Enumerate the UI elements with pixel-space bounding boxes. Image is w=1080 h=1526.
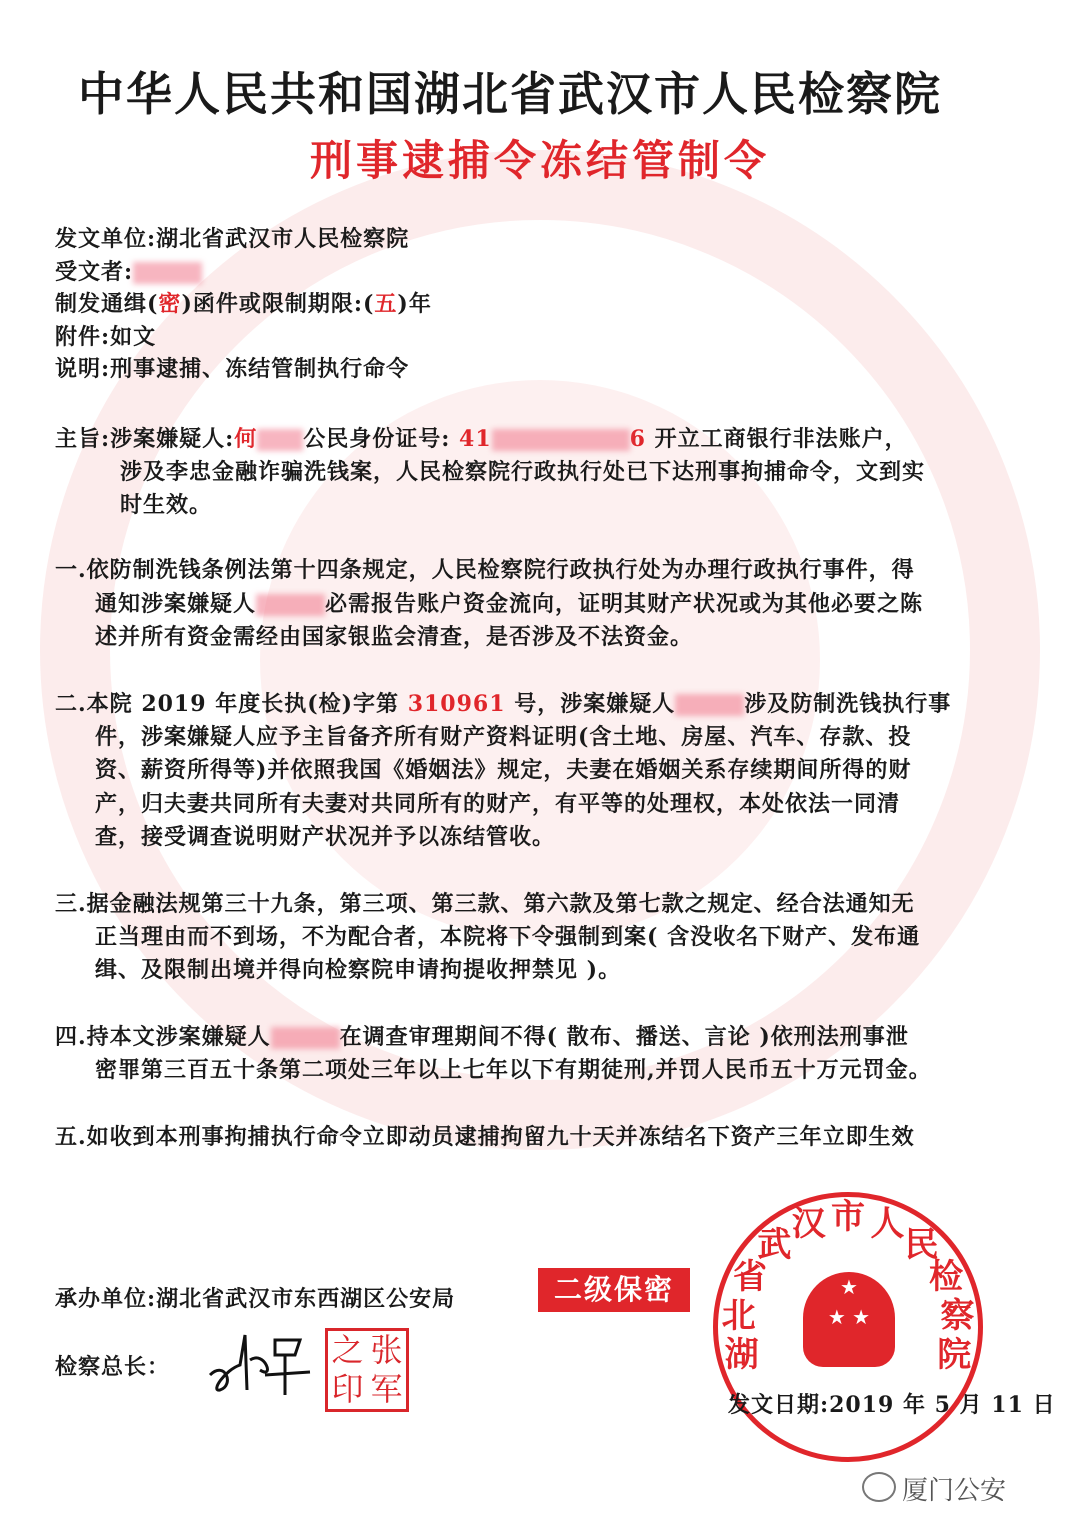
text-segment: 四.持本文涉案嫌疑人 — [55, 1024, 271, 1050]
seal-char: 湖 — [724, 1335, 759, 1376]
text-line — [95, 953, 621, 984]
text-segment: 制发通缉( — [55, 291, 159, 317]
text-segment: 件，涉案嫌疑人应予主旨备齐所有财产资料证明(含土地、房屋、汽车、存款、投 — [95, 724, 912, 750]
highlighted-text: 310961 — [407, 691, 506, 717]
text-line — [120, 488, 212, 519]
seal-char: 印 — [331, 1370, 364, 1408]
text-line — [55, 422, 908, 453]
highlighted-text: 密 — [158, 291, 182, 317]
text-segment: 查，接受调查说明财产状况并予以冻结管收。 — [95, 824, 556, 850]
text-segment: 附件:如文 — [55, 324, 157, 350]
text-line — [55, 553, 915, 584]
redacted-text — [492, 429, 630, 451]
text-segment: 号，涉案嫌疑人 — [505, 691, 676, 717]
text-segment: 开立工商银行非法账户， — [645, 426, 908, 452]
wechat-watermark — [902, 1470, 1006, 1507]
text-segment: 主旨:涉案嫌疑人: — [55, 426, 235, 452]
seal-char: 军 — [370, 1370, 403, 1408]
text-segment: 正当理由而不到场，不为配合者，本院将下令强制到案( 含没收名下财产、发布通 — [95, 924, 921, 950]
text-line — [95, 753, 911, 784]
watermark-text: 厦门公安 — [902, 1476, 1007, 1506]
redacted-text — [256, 594, 325, 616]
seal-char: 张 — [370, 1331, 403, 1369]
text-segment: 产，归夫妻共同所有夫妻对共同所有的财产，有平等的处理权，本处依法一同清 — [95, 791, 901, 817]
text-line — [55, 887, 915, 918]
text-segment: 通知涉案嫌疑人 — [95, 591, 257, 617]
text-segment: 公民身份证号: — [303, 426, 460, 452]
text-segment: 密罪第三百五十条第二项处三年以上七年以下有期徒刑,并罚人民币五十万元罚金。 — [95, 1057, 932, 1083]
national-emblem-icon: ★ ★ ★ — [803, 1272, 895, 1367]
highlighted-text: 何 — [234, 426, 258, 452]
seal-char: 省 — [732, 1257, 767, 1298]
text-line — [55, 255, 202, 286]
issue-date: 发文日期:2019 年 5 月 11 日 — [728, 1392, 1056, 1418]
text-line — [95, 820, 555, 851]
text-segment: 三.据金融法规第三十九条，第三项、第三款、第六款及第七款之规定、经合法通知无 — [55, 891, 915, 917]
official-round-seal — [713, 1192, 983, 1462]
handling-unit: 承办单位:湖北省武汉市东西湖区公安局 — [55, 1286, 456, 1312]
text-line — [95, 587, 923, 618]
text-line — [95, 720, 911, 751]
text-line — [95, 787, 900, 818]
text-segment: )年 — [397, 291, 432, 317]
text-line — [55, 287, 432, 318]
document-subtitle: 刑事逮捕令冻结管制令 — [309, 136, 770, 185]
document-title: 中华人民共和国湖北省武汉市人民检察院 — [78, 67, 942, 121]
chief-label: 检察总长： — [55, 1354, 171, 1380]
text-line — [55, 1120, 915, 1151]
redacted-text — [257, 429, 303, 451]
text-segment: 二.本院 2019 年度长执(检)字第 — [55, 691, 408, 717]
highlighted-text: 五 — [374, 291, 398, 317]
redacted-text — [133, 262, 202, 284]
text-segment: 说明:刑事逮捕、冻结管制执行命令 — [55, 356, 410, 382]
text-segment: )函件或限制期限:( — [181, 291, 375, 317]
seal-char: 汉 — [791, 1204, 826, 1245]
redacted-text — [675, 694, 744, 716]
text-line — [55, 1020, 909, 1051]
text-line — [95, 1053, 932, 1084]
text-segment: 述并所有资金需经由国家银监会清查，是否涉及不法资金。 — [95, 624, 694, 650]
text-segment: 涉及李忠金融诈骗洗钱案，人民检察院行政执行处已下达刑事拘捕命令，文到实 — [120, 459, 926, 485]
secret-level-stamp: 二级保密 — [538, 1268, 690, 1312]
text-segment: 必需报告账户资金流向，证明其财产状况或为其他必要之陈 — [325, 591, 924, 617]
seal-char: 之 — [331, 1331, 364, 1369]
highlighted-text: 41 — [459, 426, 492, 452]
text-segment: 资、薪资所得等)并依照我国《婚姻法》规定，夫妻在婚姻关系存续期间所得的财 — [95, 757, 912, 783]
signature — [205, 1330, 315, 1400]
text-segment: 五.如收到本刑事拘捕执行命令立即动员逮捕拘留九十天并冻结名下资产三年立即生效 — [55, 1124, 915, 1150]
text-line — [120, 455, 925, 486]
seal-char: 察 — [940, 1295, 975, 1336]
text-segment: 一.依防制洗钱条例法第十四条规定，人民检察院行政执行处为办理行政执行事件，得 — [55, 557, 915, 583]
text-line — [95, 920, 920, 951]
text-segment: 受文者: — [55, 259, 134, 285]
seal-char: 院 — [937, 1335, 972, 1376]
text-line — [55, 352, 409, 383]
text-segment: 时生效。 — [120, 492, 213, 518]
wechat-icon — [862, 1472, 896, 1502]
seal-char: 检 — [929, 1257, 963, 1298]
text-line — [55, 222, 409, 253]
seal-char: 市 — [831, 1197, 865, 1237]
text-line — [55, 320, 156, 351]
text-segment: 涉及防制洗钱执行事 — [744, 691, 952, 717]
text-line — [55, 687, 951, 718]
seal-char: 民 — [904, 1225, 939, 1266]
highlighted-text: 6 — [629, 426, 646, 452]
name-seal — [325, 1328, 409, 1412]
seal-char: 武 — [757, 1225, 792, 1266]
seal-char: 人 — [870, 1204, 905, 1245]
text-segment: 发文单位:湖北省武汉市人民检察院 — [55, 226, 410, 252]
redacted-text — [271, 1027, 340, 1049]
text-segment: 缉、及限制出境并得向检察院申请拘提收押禁见 )。 — [95, 957, 622, 983]
text-segment: 在调查审理期间不得( 散布、播送、言论 )依刑法刑事泄 — [339, 1024, 909, 1050]
seal-char: 北 — [721, 1295, 756, 1336]
text-line — [95, 620, 693, 651]
